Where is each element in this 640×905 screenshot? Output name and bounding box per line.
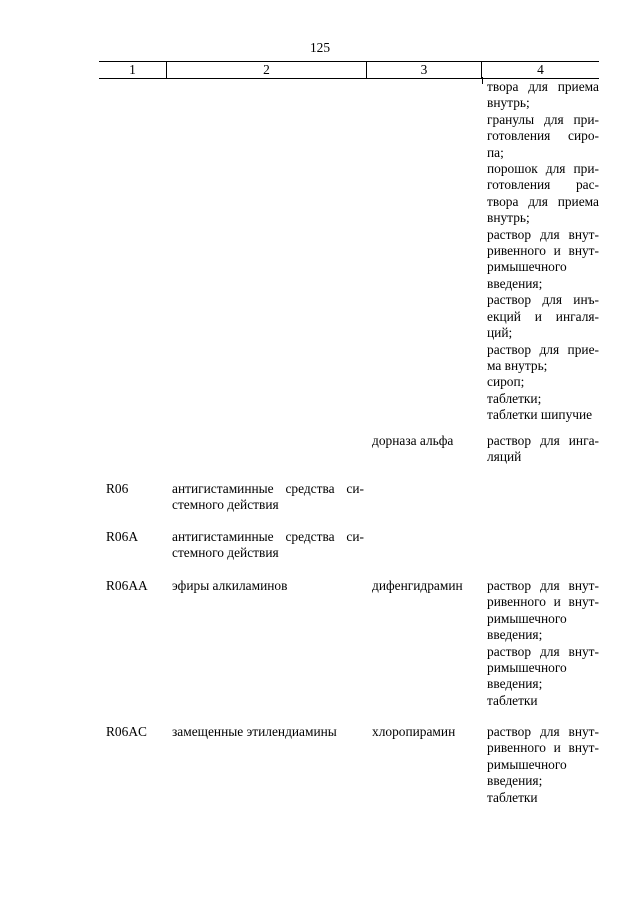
text-line: раствор для инга- <box>487 433 599 448</box>
header-col-3: 3 <box>367 62 482 78</box>
text-line: сироп; <box>487 374 525 390</box>
text-line: раствор для внут- <box>487 643 599 659</box>
text-line: ма внутрь; <box>487 357 548 373</box>
dosage-forms-dornase-alfa <box>487 433 599 466</box>
text-line: введения; <box>487 627 543 643</box>
text-line: таблетки <box>487 692 538 708</box>
text-line: раствор для внут- <box>487 578 599 593</box>
text-line: екций и ингаля- <box>487 308 599 324</box>
text-line: готовления рас- <box>487 177 599 193</box>
text-line: введения; <box>487 275 543 291</box>
drug-name-diphenhydramine: дифенгидрамин <box>372 578 463 593</box>
text-line: гранулы для при- <box>487 111 599 127</box>
dosage-forms-diphenhydramine <box>487 578 599 709</box>
page-number: 125 <box>309 40 331 55</box>
text-line: па; <box>487 144 504 160</box>
header-col-2: 2 <box>167 62 367 78</box>
text-line: римышечного <box>487 259 567 275</box>
text-line: готовления сиро- <box>487 128 599 144</box>
text-line: стемного действия <box>172 497 279 513</box>
text-line: ций; <box>487 325 513 341</box>
column-divider <box>482 77 483 84</box>
header-col-4: 4 <box>537 62 544 77</box>
text-line: римышечного <box>487 756 567 772</box>
atc-group-r06aa: эфиры алкиламинов <box>172 578 288 593</box>
text-line: твора для приема <box>487 79 599 94</box>
text-line: таблетки шипучие <box>487 407 593 423</box>
text-line: внутрь; <box>487 210 530 226</box>
atc-code-r06aa: R06AA <box>106 578 148 593</box>
text-line: ляций <box>487 449 522 465</box>
text-line: твора для приема <box>487 193 599 209</box>
atc-group-r06a <box>172 529 364 562</box>
text-line: раствор для прие- <box>487 341 599 357</box>
text-line: внутрь; <box>487 95 530 111</box>
text-line: раствор для инъ- <box>487 292 599 308</box>
text-line: антигистаминные средства си- <box>172 529 364 544</box>
text-line: введения; <box>487 676 543 692</box>
drug-name-dornase-alfa: дорназа альфа <box>372 433 454 448</box>
text-line: таблетки <box>487 789 538 805</box>
text-line: стемного действия <box>172 545 279 561</box>
atc-group-r06ac: замещенные этилендиамины <box>172 724 337 739</box>
text-line: раствор для внут- <box>487 724 599 739</box>
text-line: ривенного и внут- <box>487 740 599 756</box>
table-header <box>99 61 599 79</box>
drug-name-chloropyramine: хлоропирамин <box>372 724 456 739</box>
text-line: римышечного <box>487 660 567 676</box>
atc-code-r06: R06 <box>106 481 129 496</box>
text-line: таблетки; <box>487 390 542 406</box>
header-col-1: 1 <box>99 62 167 78</box>
atc-code-r06a: R06A <box>106 529 138 544</box>
text-line: антигистаминные средства си- <box>172 481 364 496</box>
text-line: ривенного и внут- <box>487 594 599 610</box>
dosage-forms-chloropyramine <box>487 724 599 806</box>
text-line: римышечного <box>487 610 567 626</box>
text-line: ривенного и внут- <box>487 243 599 259</box>
text-line: раствор для внут- <box>487 226 599 242</box>
atc-code-r06ac: R06AC <box>106 724 147 739</box>
atc-group-r06 <box>172 481 364 514</box>
row-continued-dosage-forms <box>487 79 599 424</box>
text-line: введения; <box>487 773 543 789</box>
text-line: порошок для при- <box>487 161 599 177</box>
